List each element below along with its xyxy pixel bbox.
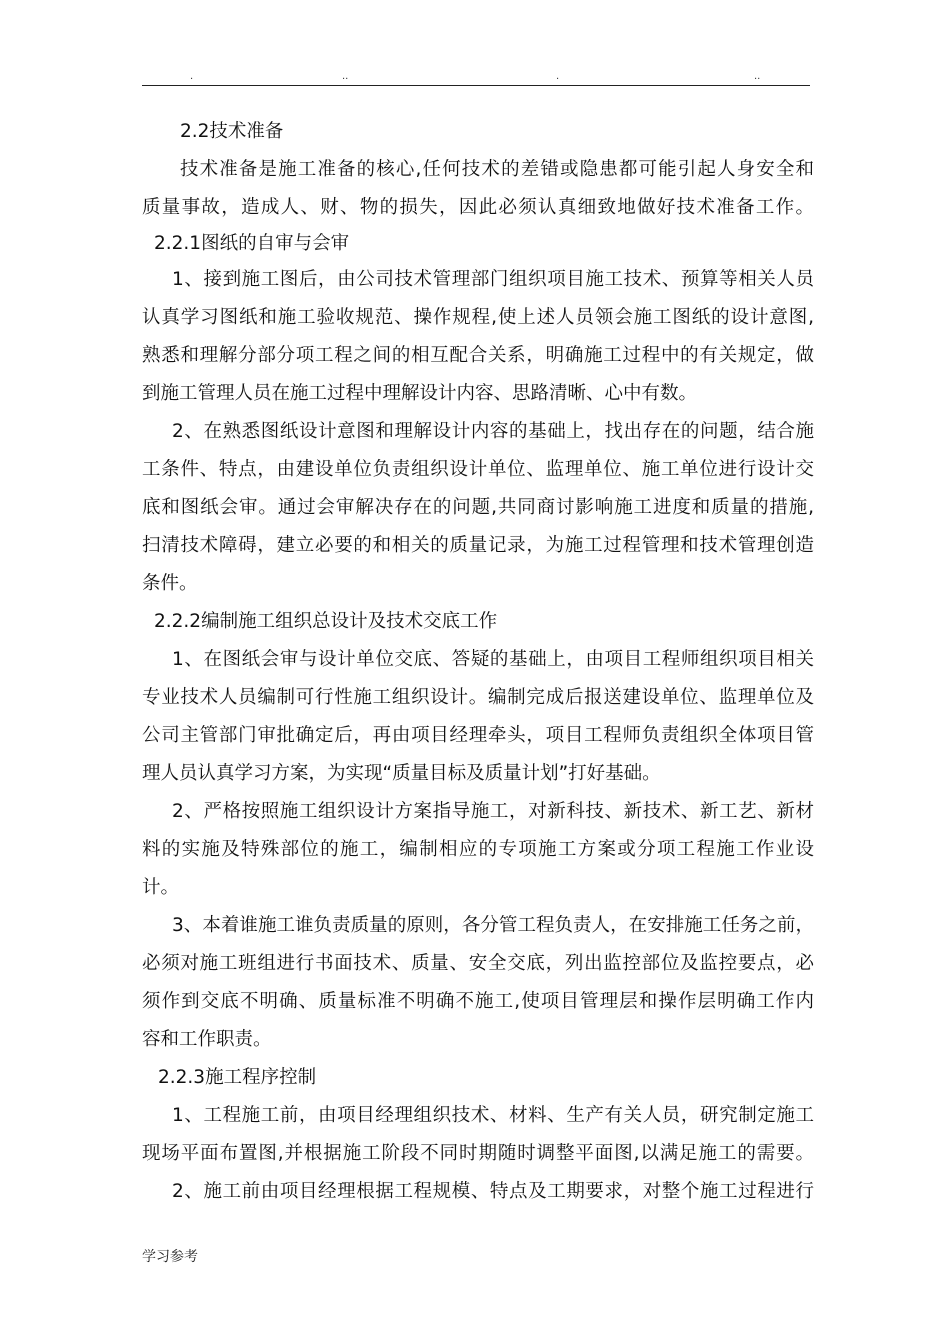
paragraph-line: 1、接到施工图后，由公司技术管理部门组织项目施工技术、预算等相关人员	[172, 269, 814, 290]
paragraph-line: 工条件、特点，由建设单位负责组织设计单位、监理单位、施工单位进行设计交	[142, 459, 814, 480]
paragraph-line: 认真学习图纸和施工验收规范、操作规程,使上述人员领会施工图纸的设计意图,	[142, 307, 814, 328]
paragraph-line: 专业技术人员编制可行性施工组织设计。编制完成后报送建设单位、监理单位及	[142, 687, 814, 708]
paragraph-line: 扫清技术障碍，建立必要的和相关的质量记录，为施工过程管理和技术管理创造	[142, 535, 814, 556]
paragraph-line: 条件。	[142, 573, 198, 594]
paragraph-line: 理人员认真学习方案，为实现“质量目标及质量计划”打好基础。	[142, 763, 661, 784]
header-mark: ..	[342, 71, 349, 82]
header-rule	[142, 85, 810, 86]
subsection-heading: 2.2.1图纸的自审与会审	[154, 233, 350, 254]
paragraph-line: 计。	[142, 877, 180, 898]
paragraph-line: 1、工程施工前，由项目经理组织技术、材料、生产有关人员，研究制定施工	[172, 1105, 814, 1126]
paragraph-line: 质量事故，造成人、财、物的损失，因此必须认真细致地做好技术准备工作。	[142, 197, 814, 218]
paragraph-line: 到施工管理人员在施工过程中理解设计内容、思路清晰、心中有数。	[142, 383, 698, 404]
paragraph-line: 底和图纸会审。通过会审解决存在的问题,共同商讨影响施工进度和质量的措施,	[142, 497, 814, 518]
paragraph-line: 1、在图纸会审与设计单位交底、答疑的基础上，由项目工程师组织项目相关	[172, 649, 814, 670]
header-mark: ..	[754, 71, 761, 82]
paragraph-line: 须作到交底不明确、质量标准不明确不施工,使项目管理层和操作层明确工作内	[142, 991, 814, 1012]
paragraph-line: 3、本着谁施工谁负责质量的原则，各分管工程负责人，在安排施工任务之前，	[172, 915, 814, 936]
subsection-heading: 2.2.3施工程序控制	[158, 1067, 317, 1088]
paragraph-line: 料的实施及特殊部位的施工，编制相应的专项施工方案或分项工程施工作业设	[142, 839, 814, 860]
paragraph-line: 现场平面布置图,并根据施工阶段不同时期随时调整平面图,以满足施工的需要。	[142, 1143, 814, 1164]
header-mark: .	[556, 71, 560, 82]
paragraph-line: 技术准备是施工准备的核心,任何技术的差错或隐患都可能引起人身安全和	[180, 159, 814, 180]
paragraph-line: 公司主管部门审批确定后，再由项目经理牵头，项目工程师负责组织全体项目管	[142, 725, 814, 746]
section-heading: 2.2技术准备	[180, 121, 284, 142]
paragraph-line: 容和工作职责。	[142, 1029, 272, 1050]
paragraph-line: 2、施工前由项目经理根据工程规模、特点及工期要求，对整个施工过程进行	[172, 1181, 814, 1202]
paragraph-line: 2、在熟悉图纸设计意图和理解设计内容的基础上，找出存在的问题，结合施	[172, 421, 814, 442]
page-footer: 学习参考	[142, 1249, 198, 1265]
paragraph-line: 2、严格按照施工组织设计方案指导施工，对新科技、新技术、新工艺、新材	[172, 801, 814, 822]
subsection-heading: 2.2.2编制施工组织总设计及技术交底工作	[154, 611, 498, 632]
header-mark: .	[190, 71, 194, 82]
paragraph-line: 熟悉和理解分部分项工程之间的相互配合关系，明确施工过程中的有关规定，做	[142, 345, 814, 366]
page-header-marks	[142, 70, 810, 84]
document-body	[142, 113, 814, 1211]
paragraph-line: 必须对施工班组进行书面技术、质量、安全交底，列出监控部位及监控要点，必	[142, 953, 814, 974]
